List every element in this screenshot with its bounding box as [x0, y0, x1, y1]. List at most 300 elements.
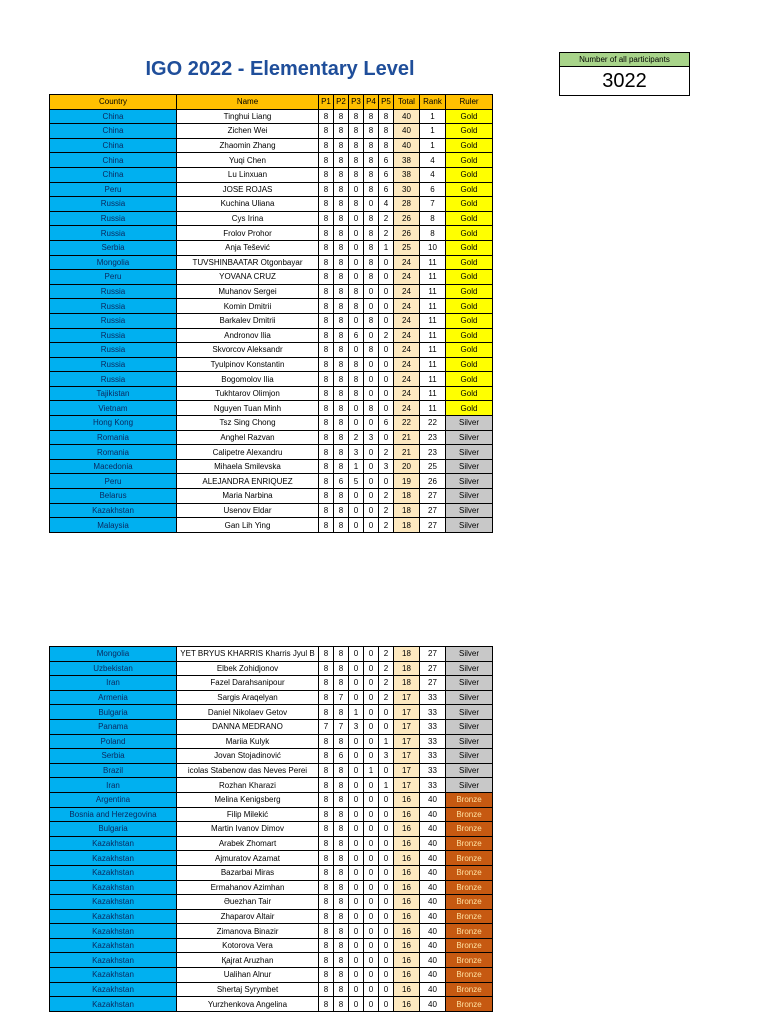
p1-cell: 8 [319, 138, 334, 153]
name-cell: Calipetre Alexandru [177, 445, 319, 460]
p4-cell: 0 [364, 503, 379, 518]
p1-cell: 8 [319, 284, 334, 299]
ruler-cell: Gold [446, 401, 493, 416]
name-cell: Mihaela Smilevska [177, 459, 319, 474]
p2-cell: 8 [334, 197, 349, 212]
ruler-cell: Bronze [446, 953, 493, 968]
total-cell: 17 [394, 690, 420, 705]
table-row [50, 430, 493, 445]
p3-cell: 0 [349, 676, 364, 691]
ruler-cell: Silver [446, 705, 493, 720]
p4-cell: 8 [364, 109, 379, 124]
p5-cell: 0 [379, 807, 394, 822]
p5-cell: 3 [379, 749, 394, 764]
table-row [50, 401, 493, 416]
p3-cell: 0 [349, 909, 364, 924]
rank-cell: 4 [420, 153, 446, 168]
p2-cell: 8 [334, 909, 349, 924]
country-cell: Uzbekistan [50, 661, 177, 676]
ruler-cell: Silver [446, 489, 493, 504]
ruler-cell: Bronze [446, 880, 493, 895]
p5-cell: 1 [379, 778, 394, 793]
p4-cell: 0 [364, 197, 379, 212]
p3-cell: 0 [349, 211, 364, 226]
p2-cell: 8 [334, 661, 349, 676]
p1-cell: 8 [319, 690, 334, 705]
p2-cell: 8 [334, 124, 349, 139]
total-cell: 16 [394, 938, 420, 953]
name-cell: Komin Dmitrii [177, 299, 319, 314]
name-cell: Cys Irina [177, 211, 319, 226]
ruler-cell: Bronze [446, 792, 493, 807]
rank-cell: 8 [420, 211, 446, 226]
header-p2: P2 [334, 95, 349, 110]
p2-cell: 8 [334, 109, 349, 124]
p5-cell: 0 [379, 357, 394, 372]
p2-cell: 8 [334, 270, 349, 285]
participants-label: Number of all participants [559, 52, 690, 67]
total-cell: 16 [394, 982, 420, 997]
total-cell: 28 [394, 197, 420, 212]
total-cell: 16 [394, 895, 420, 910]
p2-cell: 8 [334, 895, 349, 910]
p1-cell: 8 [319, 313, 334, 328]
p4-cell: 0 [364, 661, 379, 676]
name-cell: Yuqi Chen [177, 153, 319, 168]
p4-cell: 0 [364, 284, 379, 299]
table-row [50, 518, 493, 533]
rank-cell: 11 [420, 401, 446, 416]
total-cell: 16 [394, 880, 420, 895]
results-table-top [49, 94, 493, 533]
p1-cell: 7 [319, 719, 334, 734]
country-cell: China [50, 124, 177, 139]
total-cell: 24 [394, 401, 420, 416]
table-row [50, 372, 493, 387]
name-cell: Zhaomin Zhang [177, 138, 319, 153]
ruler-cell: Gold [446, 372, 493, 387]
name-cell: Ualihan Alnur [177, 968, 319, 983]
rank-cell: 40 [420, 807, 446, 822]
p4-cell: 8 [364, 270, 379, 285]
p2-cell: 8 [334, 313, 349, 328]
p3-cell: 8 [349, 197, 364, 212]
p5-cell: 0 [379, 836, 394, 851]
p2-cell: 8 [334, 807, 349, 822]
name-cell: Tukhtarov Olimjon [177, 386, 319, 401]
p1-cell: 8 [319, 255, 334, 270]
p3-cell: 0 [349, 851, 364, 866]
p4-cell: 8 [364, 167, 379, 182]
p4-cell: 0 [364, 518, 379, 533]
p3-cell: 8 [349, 167, 364, 182]
p4-cell: 8 [364, 313, 379, 328]
name-cell: Arabek Zhomart [177, 836, 319, 851]
country-cell: Kazakhstan [50, 895, 177, 910]
p1-cell: 8 [319, 661, 334, 676]
name-cell: Kuchina Uliana [177, 197, 319, 212]
ruler-cell: Silver [446, 647, 493, 662]
p2-cell: 7 [334, 719, 349, 734]
p3-cell: 0 [349, 968, 364, 983]
total-cell: 24 [394, 284, 420, 299]
country-cell: Macedonia [50, 459, 177, 474]
ruler-cell: Gold [446, 357, 493, 372]
name-cell: Қajrat Aruzhan [177, 953, 319, 968]
p4-cell: 0 [364, 647, 379, 662]
p3-cell: 6 [349, 328, 364, 343]
p2-cell: 8 [334, 284, 349, 299]
p4-cell: 0 [364, 997, 379, 1012]
country-cell: Russia [50, 313, 177, 328]
p1-cell: 8 [319, 792, 334, 807]
table-row [50, 109, 493, 124]
p1-cell: 8 [319, 982, 334, 997]
country-cell: Kazakhstan [50, 909, 177, 924]
table-row [50, 386, 493, 401]
total-cell: 17 [394, 734, 420, 749]
table-row [50, 763, 493, 778]
country-cell: Romania [50, 430, 177, 445]
p1-cell: 8 [319, 343, 334, 358]
p3-cell: 0 [349, 982, 364, 997]
p3-cell: 1 [349, 705, 364, 720]
p2-cell: 8 [334, 138, 349, 153]
name-cell: Nguyen Tuan Minh [177, 401, 319, 416]
country-cell: Kazakhstan [50, 836, 177, 851]
table-row [50, 211, 493, 226]
p1-cell: 8 [319, 865, 334, 880]
rank-cell: 11 [420, 270, 446, 285]
table-row [50, 474, 493, 489]
p1-cell: 8 [319, 836, 334, 851]
p2-cell: 8 [334, 968, 349, 983]
rank-cell: 11 [420, 357, 446, 372]
p1-cell: 8 [319, 822, 334, 837]
name-cell: Gan Lih Ying [177, 518, 319, 533]
p1-cell: 8 [319, 270, 334, 285]
p2-cell: 8 [334, 792, 349, 807]
p1-cell: 8 [319, 734, 334, 749]
header-name: Name [177, 95, 319, 110]
name-cell: Skvorcov Aleksandr [177, 343, 319, 358]
p1-cell: 8 [319, 211, 334, 226]
table-row [50, 255, 493, 270]
total-cell: 19 [394, 474, 420, 489]
p3-cell: 0 [349, 518, 364, 533]
rank-cell: 11 [420, 386, 446, 401]
header-rank: Rank [420, 95, 446, 110]
p3-cell: 0 [349, 953, 364, 968]
p1-cell: 8 [319, 763, 334, 778]
ruler-cell: Gold [446, 255, 493, 270]
table-row [50, 661, 493, 676]
p3-cell: 0 [349, 924, 364, 939]
p3-cell: 8 [349, 299, 364, 314]
p1-cell: 8 [319, 240, 334, 255]
rank-cell: 33 [420, 734, 446, 749]
ruler-cell: Gold [446, 284, 493, 299]
table-row [50, 705, 493, 720]
name-cell: icolas Stabenow das Neves Perei [177, 763, 319, 778]
p5-cell: 0 [379, 822, 394, 837]
country-cell: Kazakhstan [50, 924, 177, 939]
p4-cell: 0 [364, 807, 379, 822]
table-row [50, 240, 493, 255]
p2-cell: 8 [334, 953, 349, 968]
country-cell: Malaysia [50, 518, 177, 533]
p2-cell: 8 [334, 503, 349, 518]
p5-cell: 0 [379, 982, 394, 997]
p2-cell: 6 [334, 474, 349, 489]
header-row [50, 95, 493, 110]
total-cell: 16 [394, 836, 420, 851]
name-cell: Muhanov Sergei [177, 284, 319, 299]
table-row [50, 792, 493, 807]
country-cell: Peru [50, 270, 177, 285]
name-cell: Ermahanov Azimhan [177, 880, 319, 895]
country-cell: Russia [50, 299, 177, 314]
p5-cell: 8 [379, 124, 394, 139]
name-cell: Zhaparov Altair [177, 909, 319, 924]
table-row [50, 343, 493, 358]
p4-cell: 8 [364, 182, 379, 197]
p5-cell: 0 [379, 299, 394, 314]
header-country: Country [50, 95, 177, 110]
p5-cell: 0 [379, 953, 394, 968]
p3-cell: 0 [349, 778, 364, 793]
p1-cell: 8 [319, 997, 334, 1012]
ruler-cell: Silver [446, 734, 493, 749]
p4-cell: 0 [364, 328, 379, 343]
rank-cell: 40 [420, 865, 446, 880]
p3-cell: 0 [349, 997, 364, 1012]
p3-cell: 0 [349, 401, 364, 416]
table-row [50, 313, 493, 328]
p4-cell: 0 [364, 445, 379, 460]
p1-cell: 8 [319, 968, 334, 983]
rank-cell: 27 [420, 647, 446, 662]
country-cell: Kazakhstan [50, 968, 177, 983]
participants-box [559, 52, 690, 96]
rank-cell: 11 [420, 284, 446, 299]
total-cell: 20 [394, 459, 420, 474]
p5-cell: 0 [379, 865, 394, 880]
p5-cell: 2 [379, 518, 394, 533]
p2-cell: 8 [334, 763, 349, 778]
total-cell: 18 [394, 661, 420, 676]
p2-cell: 8 [334, 299, 349, 314]
country-cell: Mongolia [50, 647, 177, 662]
participants-value: 3022 [559, 67, 690, 96]
p1-cell: 8 [319, 909, 334, 924]
table-row [50, 647, 493, 662]
country-cell: Kazakhstan [50, 953, 177, 968]
table-row [50, 851, 493, 866]
total-cell: 38 [394, 167, 420, 182]
ruler-cell: Silver [446, 474, 493, 489]
p1-cell: 8 [319, 386, 334, 401]
total-cell: 17 [394, 749, 420, 764]
ruler-cell: Gold [446, 124, 493, 139]
ruler-cell: Bronze [446, 997, 493, 1012]
rank-cell: 27 [420, 676, 446, 691]
p2-cell: 8 [334, 518, 349, 533]
p1-cell: 8 [319, 401, 334, 416]
ruler-cell: Silver [446, 503, 493, 518]
p4-cell: 0 [364, 778, 379, 793]
country-cell: Kazakhstan [50, 851, 177, 866]
table-row [50, 182, 493, 197]
rank-cell: 33 [420, 778, 446, 793]
country-cell: Russia [50, 328, 177, 343]
table-row [50, 924, 493, 939]
table-row [50, 197, 493, 212]
ruler-cell: Silver [446, 719, 493, 734]
p2-cell: 8 [334, 822, 349, 837]
country-cell: Bosnia and Herzegovina [50, 807, 177, 822]
p5-cell: 2 [379, 211, 394, 226]
table-row [50, 416, 493, 431]
ruler-cell: Gold [446, 328, 493, 343]
p5-cell: 2 [379, 690, 394, 705]
ruler-cell: Gold [446, 343, 493, 358]
p1-cell: 8 [319, 197, 334, 212]
p5-cell: 0 [379, 401, 394, 416]
p1-cell: 8 [319, 647, 334, 662]
total-cell: 17 [394, 705, 420, 720]
rank-cell: 25 [420, 459, 446, 474]
p2-cell: 7 [334, 690, 349, 705]
p5-cell: 0 [379, 792, 394, 807]
name-cell: Elbek Zohidjonov [177, 661, 319, 676]
p4-cell: 0 [364, 865, 379, 880]
country-cell: Serbia [50, 240, 177, 255]
ruler-cell: Gold [446, 138, 493, 153]
country-cell: Poland [50, 734, 177, 749]
p2-cell: 8 [334, 997, 349, 1012]
country-cell: Tajikistan [50, 386, 177, 401]
p3-cell: 0 [349, 734, 364, 749]
table-row [50, 284, 493, 299]
p5-cell: 6 [379, 167, 394, 182]
p1-cell: 8 [319, 372, 334, 387]
p1-cell: 8 [319, 459, 334, 474]
total-cell: 40 [394, 109, 420, 124]
rank-cell: 23 [420, 445, 446, 460]
name-cell: Daniel Nikolaev Getov [177, 705, 319, 720]
table-row [50, 690, 493, 705]
p2-cell: 8 [334, 982, 349, 997]
total-cell: 18 [394, 676, 420, 691]
p3-cell: 8 [349, 372, 364, 387]
total-cell: 17 [394, 763, 420, 778]
name-cell: JOSE ROJAS [177, 182, 319, 197]
name-cell: Rozhan Kharazi [177, 778, 319, 793]
p4-cell: 0 [364, 719, 379, 734]
p2-cell: 8 [334, 938, 349, 953]
p5-cell: 0 [379, 343, 394, 358]
table-row [50, 997, 493, 1012]
country-cell: China [50, 167, 177, 182]
p3-cell: 0 [349, 343, 364, 358]
country-cell: Kazakhstan [50, 880, 177, 895]
p2-cell: 8 [334, 865, 349, 880]
table-row [50, 167, 493, 182]
country-cell: Argentina [50, 792, 177, 807]
p5-cell: 1 [379, 240, 394, 255]
table-row [50, 953, 493, 968]
table-row [50, 719, 493, 734]
name-cell: Filip Milekić [177, 807, 319, 822]
rank-cell: 33 [420, 690, 446, 705]
p3-cell: 0 [349, 865, 364, 880]
p3-cell: 0 [349, 895, 364, 910]
name-cell: Bogomolov Ilia [177, 372, 319, 387]
ruler-cell: Gold [446, 270, 493, 285]
ruler-cell: Gold [446, 109, 493, 124]
p1-cell: 8 [319, 124, 334, 139]
total-cell: 26 [394, 211, 420, 226]
p4-cell: 8 [364, 343, 379, 358]
p3-cell: 8 [349, 109, 364, 124]
total-cell: 18 [394, 503, 420, 518]
results-table-bottom [49, 646, 493, 1012]
name-cell: Martin Ivanov Dimov [177, 822, 319, 837]
rank-cell: 10 [420, 240, 446, 255]
country-cell: China [50, 138, 177, 153]
country-cell: Panama [50, 719, 177, 734]
rank-cell: 40 [420, 880, 446, 895]
p3-cell: 0 [349, 255, 364, 270]
p3-cell: 0 [349, 792, 364, 807]
p5-cell: 3 [379, 459, 394, 474]
name-cell: Sargis Araqelyan [177, 690, 319, 705]
p2-cell: 8 [334, 836, 349, 851]
p5-cell: 2 [379, 503, 394, 518]
ruler-cell: Gold [446, 182, 493, 197]
p3-cell: 0 [349, 489, 364, 504]
country-cell: China [50, 109, 177, 124]
total-cell: 18 [394, 647, 420, 662]
name-cell: Frolov Prohor [177, 226, 319, 241]
p3-cell: 0 [349, 763, 364, 778]
table-row [50, 124, 493, 139]
rank-cell: 1 [420, 138, 446, 153]
rank-cell: 40 [420, 909, 446, 924]
p4-cell: 0 [364, 836, 379, 851]
p1-cell: 8 [319, 924, 334, 939]
total-cell: 21 [394, 445, 420, 460]
p4-cell: 0 [364, 416, 379, 431]
ruler-cell: Bronze [446, 836, 493, 851]
name-cell: Fazel Darahsanipour [177, 676, 319, 691]
p4-cell: 8 [364, 240, 379, 255]
p4-cell: 0 [364, 372, 379, 387]
ruler-cell: Silver [446, 416, 493, 431]
name-cell: Shertaj Syrymbet [177, 982, 319, 997]
table-row [50, 836, 493, 851]
ruler-cell: Silver [446, 749, 493, 764]
ruler-cell: Bronze [446, 968, 493, 983]
p3-cell: 8 [349, 153, 364, 168]
rank-cell: 40 [420, 938, 446, 953]
ruler-cell: Bronze [446, 865, 493, 880]
table-row [50, 489, 493, 504]
name-cell: Zichen Wei [177, 124, 319, 139]
p1-cell: 8 [319, 167, 334, 182]
name-cell: Ajmuratov Azamat [177, 851, 319, 866]
